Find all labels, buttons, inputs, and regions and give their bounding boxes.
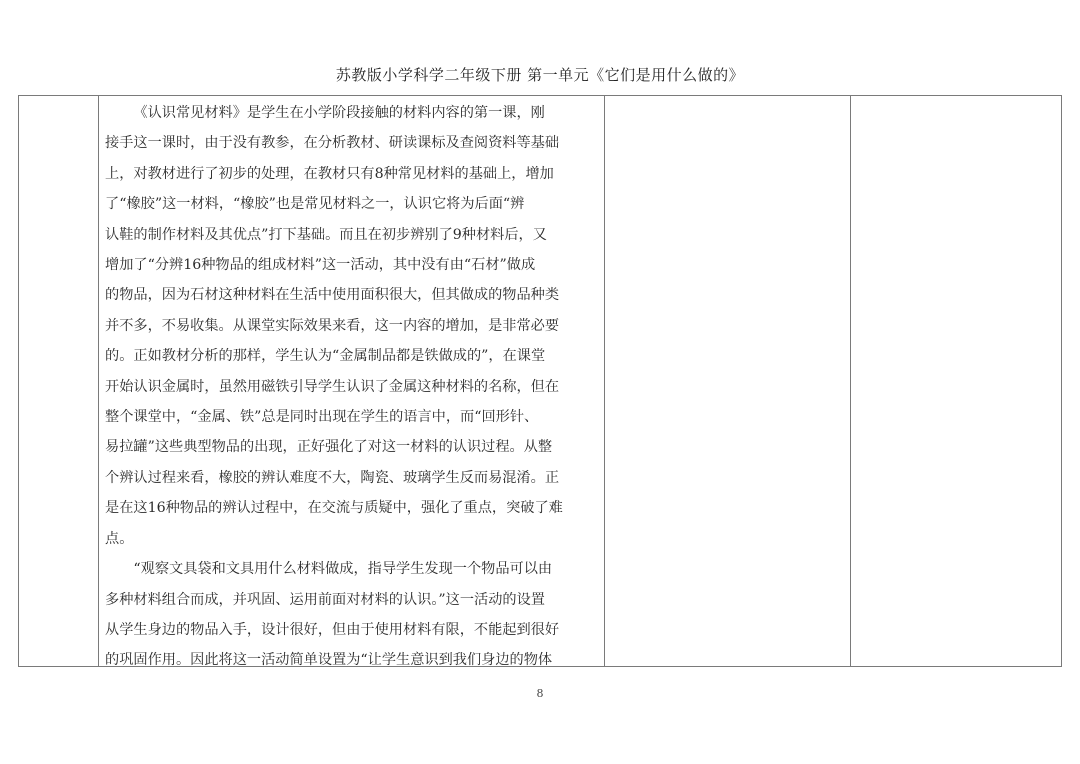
text-line: 并不多，不易收集。从课堂实际效果来看，这一内容的增加，是非常必要 [105, 317, 560, 334]
text-line: 整个课堂中，“金属、铁”总是同时出现在学生的语言中，而“回形针、 [105, 409, 539, 426]
text-line: 增加了“分辨16种物品的组成材料”这一活动，其中没有由“石材”做成 [105, 257, 536, 274]
text-line: 的巩固作用。因此将这一活动简单设置为“让学生意识到我们身边的物体 [105, 652, 553, 669]
text-line: 了“橡胶”这一材料，“橡胶”也是常见材料之一，认识它将为后面“辨 [105, 196, 525, 213]
text-line: 从学生身边的物品入手，设计很好，但由于使用材料有限，不能起到很好 [105, 621, 560, 638]
page-header: 苏教版小学科学二年级下册 第一单元《它们是用什么做的》 [335, 66, 745, 84]
column-divider [850, 96, 851, 666]
text-line: 是在这16种物品的辨认过程中，在交流与质疑中，强化了重点，突破了难 [105, 500, 563, 517]
reflection-text [105, 98, 603, 676]
text-line: 点。 [105, 530, 134, 547]
page-number: 8 [536, 687, 544, 700]
text-line: 多种材料组合而成，并巩固、运用前面对材料的认识。”这一活动的设置 [105, 591, 545, 608]
column-divider [604, 96, 605, 666]
text-line: 个辨认过程来看，橡胶的辨认难度不大，陶瓷、玻璃学生反而易混淆。正 [105, 469, 560, 486]
text-line: 认鞋的制作材料及其优点”打下基础。而且在初步辨别了9种材料后，又 [105, 226, 547, 243]
text-line: 《认识常见材料》是学生在小学阶段接触的材料内容的第一课，刚 [133, 105, 545, 121]
text-line: “观察文具袋和文具用什么材料做成，指导学生发现一个物品可以由 [133, 561, 553, 578]
text-line: 的物品，因为石材这种材料在生活中使用面积很大，但其做成的物品种类 [105, 287, 560, 304]
text-line: 接手这一课时，由于没有教参，在分析教材、研读课标及查阅资料等基础 [105, 135, 560, 152]
column-divider [98, 96, 99, 666]
lesson-table [18, 95, 1062, 667]
text-line: 开始认识金属时，虽然用磁铁引导学生认识了金属这种材料的名称，但在 [105, 378, 560, 395]
text-line: 易拉罐”这些典型物品的出现，正好强化了对这一材料的认识过程。从整 [105, 439, 553, 456]
text-line: 上，对教材进行了初步的处理，在教材只有8种常见材料的基础上，增加 [105, 165, 554, 182]
text-line: 的。正如教材分析的那样，学生认为“金属制品都是铁做成的”，在课堂 [105, 348, 546, 365]
